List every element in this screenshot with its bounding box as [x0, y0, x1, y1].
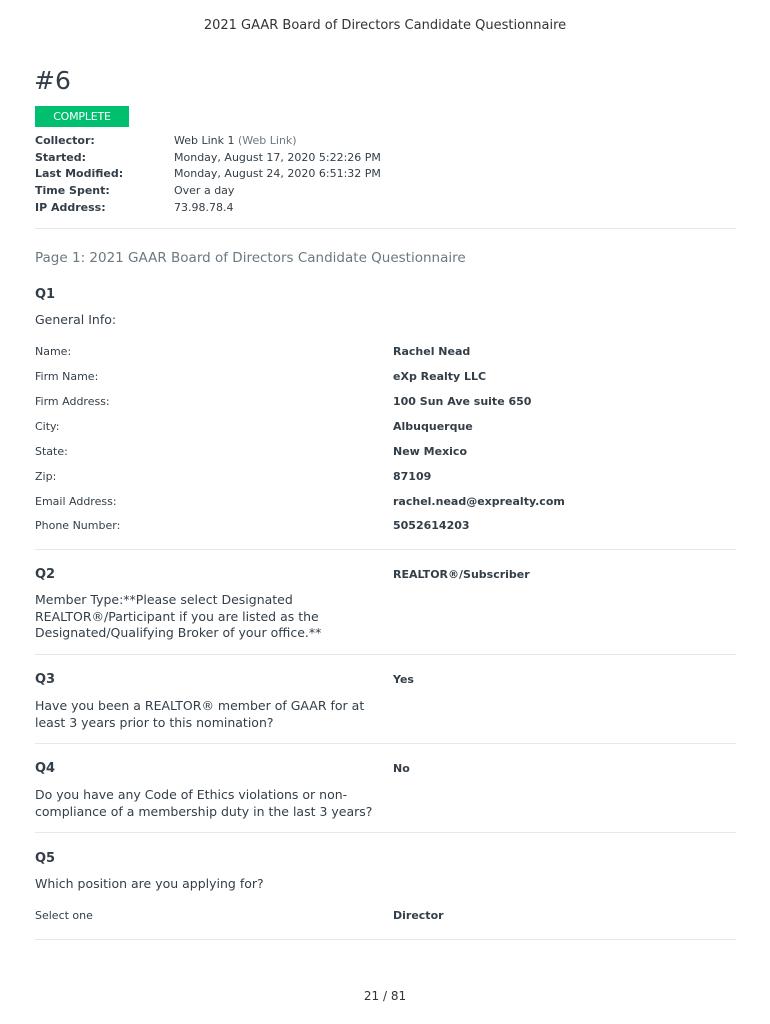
document-title: 2021 GAAR Board of Directors Candidate Questionnaire [203, 18, 567, 33]
field-value: 87109 [393, 470, 432, 483]
field-value: Director [393, 909, 444, 922]
field-value: New Mexico [393, 445, 468, 458]
meta-value: Monday, August 17, 2020 5:22:26 PM [174, 151, 381, 164]
divider [35, 228, 736, 229]
page-indicator: 21 / 81 [363, 989, 407, 1003]
question-text: General Info: [35, 312, 117, 327]
answer-value: Yes [393, 673, 414, 686]
question-number: Q1 [35, 287, 56, 302]
field-label: State: [35, 445, 68, 458]
question-text: Have you been a REALTOR® member of GAAR for at least 3 years prior to this nomination? [35, 698, 365, 730]
field-value: rachel.nead@exprealty.com [393, 495, 565, 508]
field-label: Select one [35, 909, 93, 922]
field-label: Firm Address: [35, 395, 110, 408]
question-number: Q2 [35, 567, 56, 582]
field-label: Zip: [35, 470, 57, 483]
field-value: 5052614203 [393, 519, 470, 532]
question-text: Which position are you applying for? [35, 876, 264, 891]
divider [35, 743, 736, 744]
field-label: City: [35, 420, 60, 433]
field-value: eXp Realty LLC [393, 370, 487, 383]
meta-value [174, 134, 297, 147]
meta-label: Collector: [35, 134, 95, 147]
field-value: Rachel Nead [393, 345, 471, 358]
meta-label: Time Spent: [35, 184, 110, 197]
question-text: Do you have any Code of Ethics violations or non-compliance of a membership duty in the last 3 years? [35, 787, 373, 819]
field-label: Phone Number: [35, 519, 121, 532]
collector-name: Web Link 1 [174, 134, 235, 147]
question-text: Member Type:**Please select Designated REALTOR®/Participant if you are listed as the Designated/Qualifying Broker of your office.** [35, 592, 322, 640]
status-badge: COMPLETE [35, 106, 129, 127]
field-label: Email Address: [35, 495, 117, 508]
page-heading: Page 1: 2021 GAAR Board of Directors Candidate Questionnaire [35, 250, 466, 266]
field-value: Albuquerque [393, 420, 473, 433]
response-number: #6 [34, 66, 71, 95]
meta-value: 73.98.78.4 [174, 201, 234, 214]
divider [35, 549, 736, 550]
meta-label: Last Modified: [35, 167, 124, 180]
meta-label: IP Address: [35, 201, 106, 214]
question-number: Q4 [35, 761, 56, 776]
field-label: Name: [35, 345, 72, 358]
meta-label: Started: [35, 151, 87, 164]
field-value: 100 Sun Ave suite 650 [393, 395, 532, 408]
answer-value: REALTOR®/Subscriber [393, 568, 530, 581]
answer-value: No [393, 762, 410, 775]
divider [35, 832, 736, 833]
collector-type: (Web Link) [238, 134, 297, 147]
divider [35, 654, 736, 655]
question-number: Q5 [35, 851, 56, 866]
question-number: Q3 [35, 672, 56, 687]
divider [35, 939, 736, 940]
meta-value: Monday, August 24, 2020 6:51:32 PM [174, 167, 381, 180]
meta-value: Over a day [174, 184, 235, 197]
field-label: Firm Name: [35, 370, 99, 383]
